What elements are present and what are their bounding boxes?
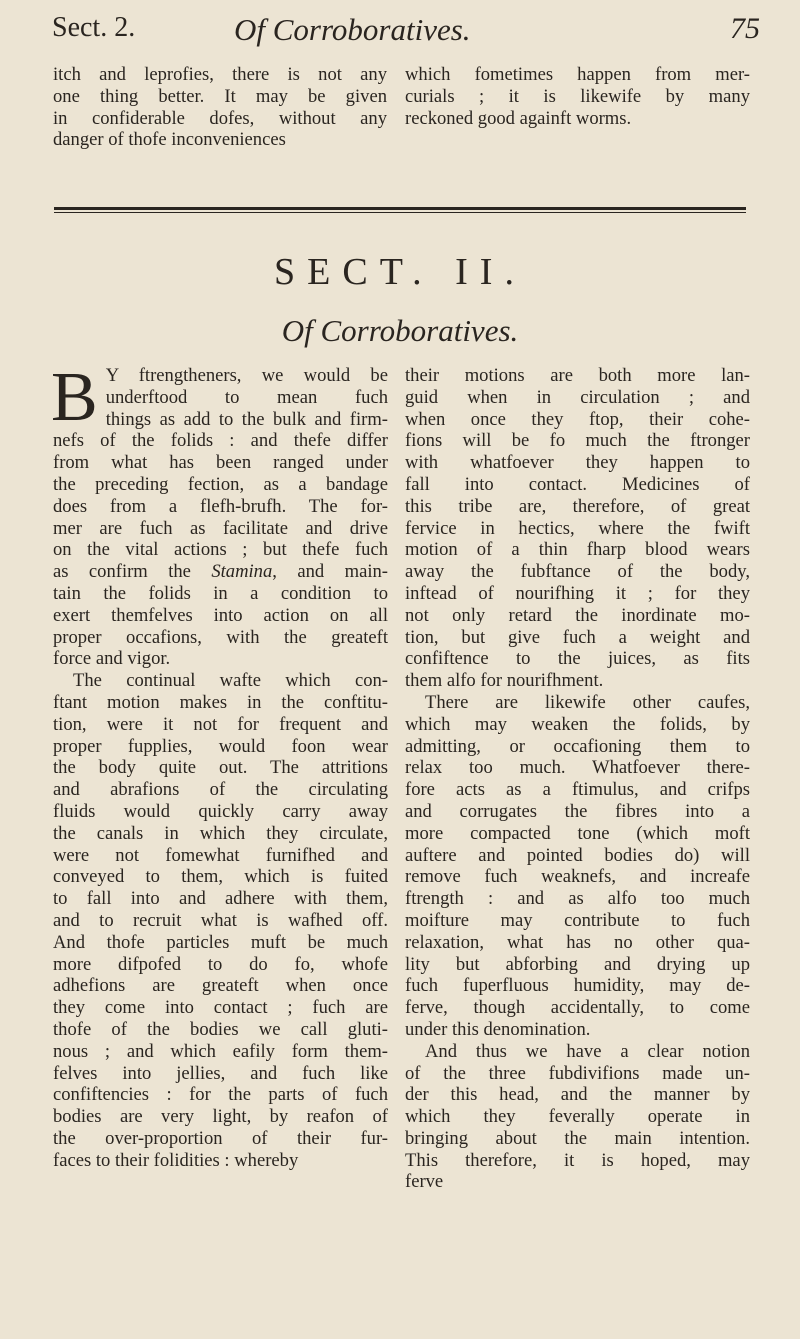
text-line: adhefions are greateft when once	[53, 975, 388, 997]
text-line: tion, were it not for frequent and	[53, 713, 388, 735]
paragraph-3-text	[405, 365, 750, 692]
paragraph-2	[53, 670, 388, 1171]
text-line: the body quite out. The attritions	[53, 757, 388, 779]
text-line: exert themfelves into action on all	[53, 604, 388, 626]
text-line: confiftence to the juices, as fits	[405, 648, 750, 670]
text-line: and abrafions of the circulating	[53, 779, 388, 801]
text-line: and corrugates the fibres into a	[405, 800, 750, 822]
text-line: ferve, though accidentally, to come	[405, 997, 750, 1019]
text-line: ferve	[405, 1171, 444, 1193]
top-left-column	[53, 64, 387, 151]
text-line: from what has been ranged under	[53, 452, 388, 474]
text-line: the over-proportion of their fur-	[53, 1127, 388, 1149]
paragraph-5-text	[405, 1041, 750, 1194]
section-divider-thin	[54, 212, 746, 213]
paragraph-5	[405, 1041, 750, 1194]
text-line: force and vigor.	[53, 648, 171, 670]
text-line: tion, but give fuch a weight and	[405, 626, 750, 648]
text-line: remove fuch weaknefs, and increafe	[405, 866, 750, 888]
text-line: this tribe are, therefore, of great	[405, 495, 750, 517]
text-line: This therefore, it is hoped, may	[405, 1149, 750, 1171]
text-line: which fometimes happen from mer-	[405, 64, 750, 85]
text-line: The continual wafte which con-	[73, 670, 388, 692]
text-line: fore acts as a ftimulus, and crifps	[405, 779, 750, 801]
text-line: danger of thofe inconveniences	[53, 129, 286, 151]
text-line: relaxation, what has no other qua-	[405, 931, 750, 953]
text-line: to fall into and adhere with them,	[53, 888, 388, 910]
paragraph-1	[51, 359, 388, 670]
section-divider-thick	[54, 207, 746, 210]
text-line: ftrength : and as alfo too much	[405, 888, 750, 910]
text-line: conveyed to them, which is fuited	[53, 866, 388, 888]
text-line: felves into jellies, and fuch like	[53, 1062, 388, 1084]
text-line: underftood to mean fuch	[105, 386, 388, 408]
text-line: guid when in circulation ; and	[405, 386, 750, 408]
paragraph-4-text	[405, 692, 750, 1041]
paragraph-3	[405, 365, 750, 692]
text-line: nefs of the folids : and thefe differ	[53, 430, 388, 452]
text-line: fluids would quickly carry away	[53, 800, 388, 822]
text-line: fall into contact. Medicines of	[405, 473, 750, 495]
text-line: them alfo for nourifhment.	[405, 670, 604, 692]
text-line: nous ; and which eafily form them-	[53, 1040, 388, 1062]
text-line: inftead of nourifhing it ; for they	[405, 582, 750, 604]
text-line: fuch fuperfluous humidity, may de-	[405, 975, 750, 997]
text-line: things as add to the bulk and firm-	[105, 408, 388, 430]
text-line: which may weaken the folids, by	[405, 713, 750, 735]
paragraph-1-text	[51, 359, 388, 670]
text-line: which they feverally operate in	[405, 1106, 750, 1128]
text-line: bringing about the main intention.	[405, 1127, 750, 1149]
text-line: moifture may contribute to fuch	[405, 909, 750, 931]
text-line: on the vital actions ; but thefe fuch	[53, 539, 388, 561]
text-line: one thing better. It may be given	[53, 85, 387, 107]
text-line: faces to their folidities : whereby	[53, 1149, 299, 1171]
text-line: the canals in which they circulate,	[53, 822, 388, 844]
text-line: confiftencies : for the parts of fuch	[53, 1084, 388, 1106]
text-line: proper fupplies, would foon wear	[53, 735, 388, 757]
text-line: Y ftrengtheners, we would be	[105, 365, 388, 386]
running-head-title: Of Corroboratives.	[234, 12, 471, 47]
text-line: of the three fubdivifions made un-	[405, 1062, 750, 1084]
text-line: itch and leprofies, there is not any	[53, 64, 387, 85]
paragraph-2-text	[53, 670, 388, 1171]
text-line: the preceding fection, as a bandage	[53, 473, 388, 495]
running-head-section: Sect. 2.	[52, 12, 136, 43]
text-line: more compacted tone (which moft	[405, 822, 750, 844]
drop-cap: B	[51, 359, 98, 436]
text-line: reckoned good againft worms.	[405, 107, 632, 129]
text-line: were not fomewhat furnifhed and	[53, 844, 388, 866]
text-line: proper occafions, with the greateft	[53, 626, 388, 648]
section-heading: SECT. II.	[274, 251, 526, 293]
text-line: in confiderable dofes, without any	[53, 107, 387, 129]
text-line: bodies are very light, by reafon of	[53, 1106, 388, 1128]
text-line: motion of a thin fharp blood wears	[405, 539, 750, 561]
section-subtitle: Of Corroboratives.	[281, 313, 519, 348]
text-line: when once they ftop, their cohe-	[405, 408, 750, 430]
text-line: auftere and pointed bodies do) will	[405, 844, 750, 866]
text-line: tain the folids in a condition to	[53, 582, 388, 604]
text-line: lity but abforbing and drying up	[405, 953, 750, 975]
text-line: they come into contact ; fuch are	[53, 997, 388, 1019]
text-line: with whatfoever they happen to	[405, 452, 750, 474]
text-line: der this head, and the manner by	[405, 1084, 750, 1106]
text-line: ftant motion makes in the conftitu-	[53, 691, 388, 713]
text-line: away the fubftance of the body,	[405, 561, 750, 583]
text-line: And thofe particles muft be much	[53, 931, 388, 953]
paragraph-4	[405, 692, 750, 1041]
text-line: and to recruit what is wafhed off.	[53, 909, 388, 931]
text-line: curials ; it is likewife by many	[405, 85, 750, 107]
text-line: as confirm the Stamina, and main-	[53, 561, 388, 583]
text-line: more difpofed to do fo, whofe	[53, 953, 388, 975]
text-line: fions will be fo much the ftronger	[405, 430, 750, 452]
running-head	[52, 0, 760, 62]
text-line: admitting, or occafioning them to	[405, 735, 750, 757]
page-number: 75	[730, 12, 760, 45]
text-line: mer are fuch as facilitate and drive	[53, 517, 388, 539]
text-line: fervice in hectics, where the fwift	[405, 517, 750, 539]
text-line: not only retard the inordinate mo-	[405, 604, 750, 626]
text-line: relax too much. Whatfoever there-	[405, 757, 750, 779]
left-column	[51, 359, 388, 1171]
text-line: does from a flefh-brufh. The for-	[53, 495, 388, 517]
text-line: thofe of the bodies we call gluti-	[53, 1018, 388, 1040]
top-right-column	[405, 64, 750, 129]
right-column	[405, 365, 750, 1193]
text-line: And thus we have a clear notion	[425, 1040, 750, 1062]
text-line: There are likewife other caufes,	[425, 691, 750, 713]
text-line: under this denomination.	[405, 1018, 591, 1040]
text-line: their motions are both more lan-	[405, 365, 750, 386]
